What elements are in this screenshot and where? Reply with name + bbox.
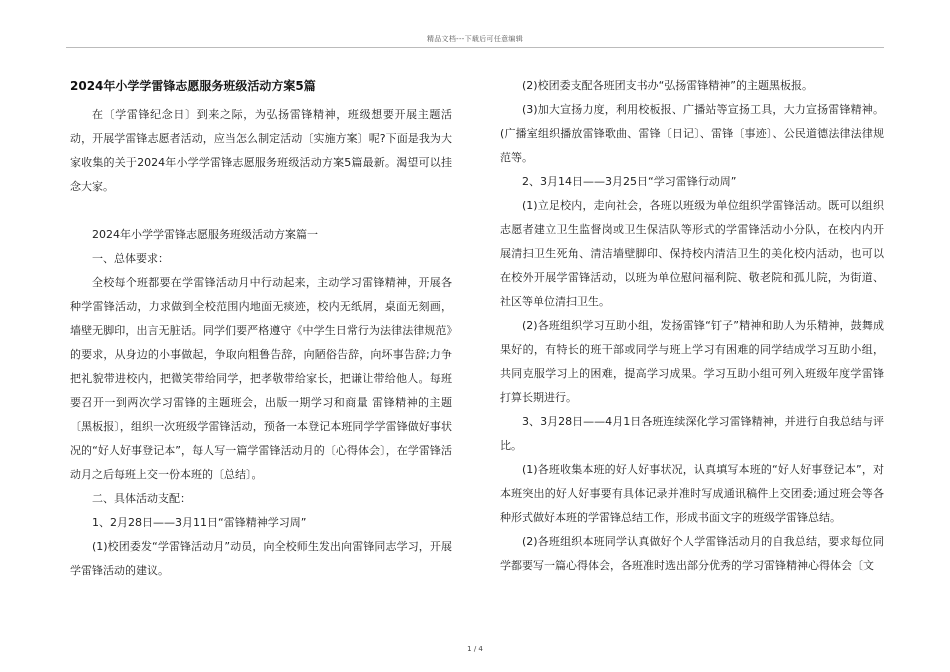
activity-item-1-1: (1)校团委发“学雷锋活动月”动员，向全校师生发出向雷锋同志学习，开展学雷锋活动的建议。 (70, 540, 452, 577)
activity-item-1: 1、2月28日——3月11日“雷锋精神学习周” (92, 516, 307, 529)
activity-item-1-2: (2)校团委支配各班团支书办“弘扬雷锋精神”的主题黑板报。 (522, 79, 813, 92)
document-title: 2024年小学学雷锋志愿服务班级活动方案5篇 (70, 79, 316, 93)
intro-paragraph: 在〔学雷锋纪念日〕到来之际，为弘扬雷锋精神，班级想要开展主题活动，开展学雷锋志愿者活动，应当怎么制定活动〔实施方案〕呢?下面是我为大家收集的关于2024年小学学雷锋志愿服务班级活动方案5篇最新。渴望可以挂念大家。 (70, 108, 452, 193)
activity-item-3-1: (1)各班收集本班的好人好事状况，认真填写本班的“好人好事登记本”，对本班突出的好人好事要有具体记录并准时写成通讯稿件上交团委;通过班会等各种形式做好本班的学雷锋总结工作，形成书面文字的班级学雷锋总结。 (500, 463, 884, 524)
overall-requirements-body: 全校每个班都要在学雷锋活动月中行动起来，主动学习雷锋精神，开展各种学雷锋活动，力求做到全校范围内地面无痰迹，校内无纸屑，桌面无刻画，墙壁无脚印，出言无脏话。同学们要严格遵守《中学生日常行为法律法律规范》的要求，从身边的小事做起，争取向粗鲁告辞，向陋俗告辞，向坏事告辞;力争把礼貌带进校内，把微笑带给同学，把孝敬带给家长，把谦让带给他人。每班要召开一到两次学习雷锋的主题班会，出版一期学习和商量 雷锋精神的主题〔黑板报〕，组织一次班级学雷锋活动，预备一本登记本班同学学雷锋做好事状况的“好人好事登记本”，每人写一篇学雷锋活动月的〔心得体会〕，在学雷锋活动月之后每班上交一份本班的〔总结〕。 (70, 276, 452, 481)
page-header: 精品文档---下载后可任意编辑 (426, 35, 524, 43)
heading-overall-requirements: 一、总体要求： (92, 252, 169, 265)
activity-item-3: 3、3月28日——4月1日各班连续深化学习雷锋精神，并进行自我总结与评比。 (500, 415, 884, 452)
right-column (500, 74, 884, 578)
header-divider (66, 47, 884, 48)
activity-item-3-2: (2)各班组织本班同学认真做好个人学雷锋活动月的自我总结，要求每位同学都要写一篇心得体会，各班准时选出部分优秀的学习雷锋精神心得体会〔文 (500, 535, 884, 572)
paragraph-gap (70, 199, 452, 223)
activity-item-2-1: (1)立足校内，走向社会，各班以班级为单位组织学雷锋活动。既可以组织志愿者建立卫生监督岗或卫生保洁队等形式的学雷锋活动小分队，在校内内开展清扫卫生死角、清洁墙壁脚印、保持校内清洁卫生的美化校内活动，也可以在校外开展学雷锋活动，以班为单位慰问福利院、敬老院和孤儿院，为街道、社区等单位清扫卫生。 (500, 199, 884, 308)
heading-activity-arrangement: 二、具体活动支配： (92, 492, 191, 505)
activity-item-1-3: (3)加大宣扬力度，利用校板报、广播站等宣扬工具，大力宣扬雷锋精神。(广播室组织播放雷锋歌曲、雷锋〔日记〕、雷锋〔事迹〕、公民道德法律法律规范等。 (500, 103, 884, 164)
left-column (70, 74, 452, 583)
activity-item-2-2: (2)各班组织学习互助小组，发扬雷锋“钉子”精神和助人为乐精神，鼓舞成果好的，有特长的班干部或同学与班上学习有困难的同学结成学习互助小组，共同克服学习上的困难，提高学习成果。学习互助小组可列入班级年度学雷锋打算长期进行。 (500, 319, 884, 404)
section-title: 2024年小学学雷锋志愿服务班级活动方案篇一 (92, 228, 318, 241)
activity-item-2: 2、3月14日——3月25日“学习雷锋行动周” (522, 175, 737, 188)
page-number: 1 / 4 (467, 645, 483, 653)
